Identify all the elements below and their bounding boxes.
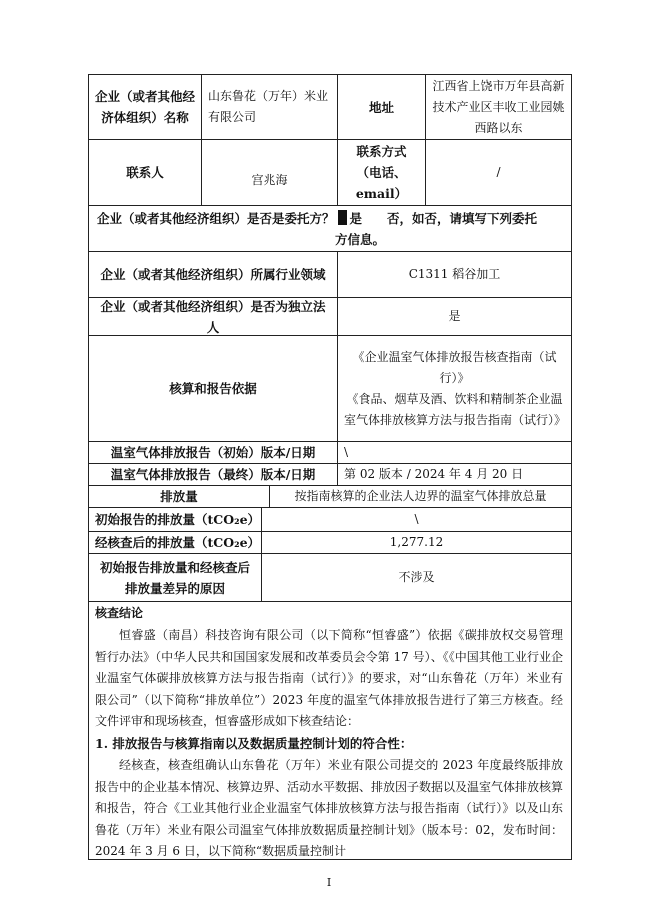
contact-method-label: 联系方式 （电话、 email） <box>355 144 408 201</box>
final-version-value: 第 02 版本 / 2024 年 4 月 20 日 <box>344 467 524 481</box>
entrust-question: 企业（或者其他经济组织）是否是委托方？ 是 否，如否，请填写下列委托 方信息。 <box>97 210 538 247</box>
industry-value: C1311 稻谷加工 <box>408 267 501 281</box>
final-version-label: 温室气体排放报告（最终）版本/日期 <box>110 467 316 482</box>
emission-value: 按指南核算的企业法人边界的温室气体排放总量 <box>294 489 547 503</box>
address-label: 地址 <box>368 99 394 115</box>
basis-label: 核算和报告依据 <box>169 381 257 396</box>
initial-emission-label: 初始报告的排放量（tCO₂e） <box>95 512 261 527</box>
difference-reason-value: 不涉及 <box>398 570 435 584</box>
verification-summary-table <box>88 74 572 860</box>
basis-value: 《企业温室气体排放报告核查指南（试行）》 《食品、烟草及酒、饮料和精制茶企业温室气体排放核算方法与报告指南（试行）》 <box>344 349 567 427</box>
emission-label: 排放量 <box>160 489 198 504</box>
contact-method-value: / <box>496 165 501 179</box>
page-number: I <box>326 876 332 889</box>
independent-legal-person-value: 是 <box>448 309 461 323</box>
conclusion-subheading: 1. 排放报告与核算指南以及数据质量控制计划的符合性： <box>95 736 413 751</box>
contact-person-label: 联系人 <box>126 165 164 180</box>
independent-legal-person-label: 企业（或者其他经济组织）是否为独立法人 <box>100 298 326 335</box>
company-name-label: 企业（或者其他经济体组织）名称 <box>95 89 196 125</box>
initial-version-value: \ <box>344 445 349 459</box>
conclusion-heading: 核查结论 <box>95 606 144 620</box>
company-name-value: 山东鲁花（万年）米业有限公司 <box>208 89 329 124</box>
verified-emission-label: 经核查后的排放量（tCO₂e） <box>95 535 261 550</box>
verified-emission-value: 1,277.12 <box>389 535 444 549</box>
initial-version-label: 温室气体排放报告（初始）版本/日期 <box>110 445 316 460</box>
checkbox-filled-icon <box>338 210 347 225</box>
contact-person-value: 宫兆海 <box>251 172 288 187</box>
conclusion-paragraph-1: 恒睿盛（南昌）科技咨询有限公司（以下简称“恒睿盛”）依据《碳排放权交易管理暂行办法》（中华人民共和国国家发展和改革委员会令第 17 号）、《《中国其他工业行业企业温室气体碳排放核算方法与报告指南（试行）》的要求，对“山东鲁花（万年）米业有限公司”（以下简称“排放单位”）2023 年度的温室气体排放报告进行了第三方核查。经文件评审和现场核查，恒睿盛形成如下核查结论： <box>95 628 563 728</box>
conclusion-paragraph-2: 经核查，核查组确认山东鲁花（万年）米业有限公司提交的 2023 年度最终版排放报告中的企业基本情况、核算边界、活动水平数据、排放因子数据以及温室气体排放核算和报告，符合《工业其他行业企业温室气体排放核算方法与报告指南（试行）》以及山东鲁花（万年）米业有限公司温室气体排放数据质量控制计划》（版本号：02，发布时间：2024 年 3 月 6 日，以下简称“数据质量控制计 <box>95 758 563 858</box>
industry-label: 企业（或者其他经济组织）所属行业领域 <box>100 267 326 282</box>
difference-reason-label: 初始报告排放量和经核查后排放量差异的原因 <box>99 559 250 596</box>
address-value: 江西省上饶市万年县高新技术产业区丰收工业园姚西路以东 <box>432 78 565 135</box>
initial-emission-value: \ <box>414 512 419 526</box>
